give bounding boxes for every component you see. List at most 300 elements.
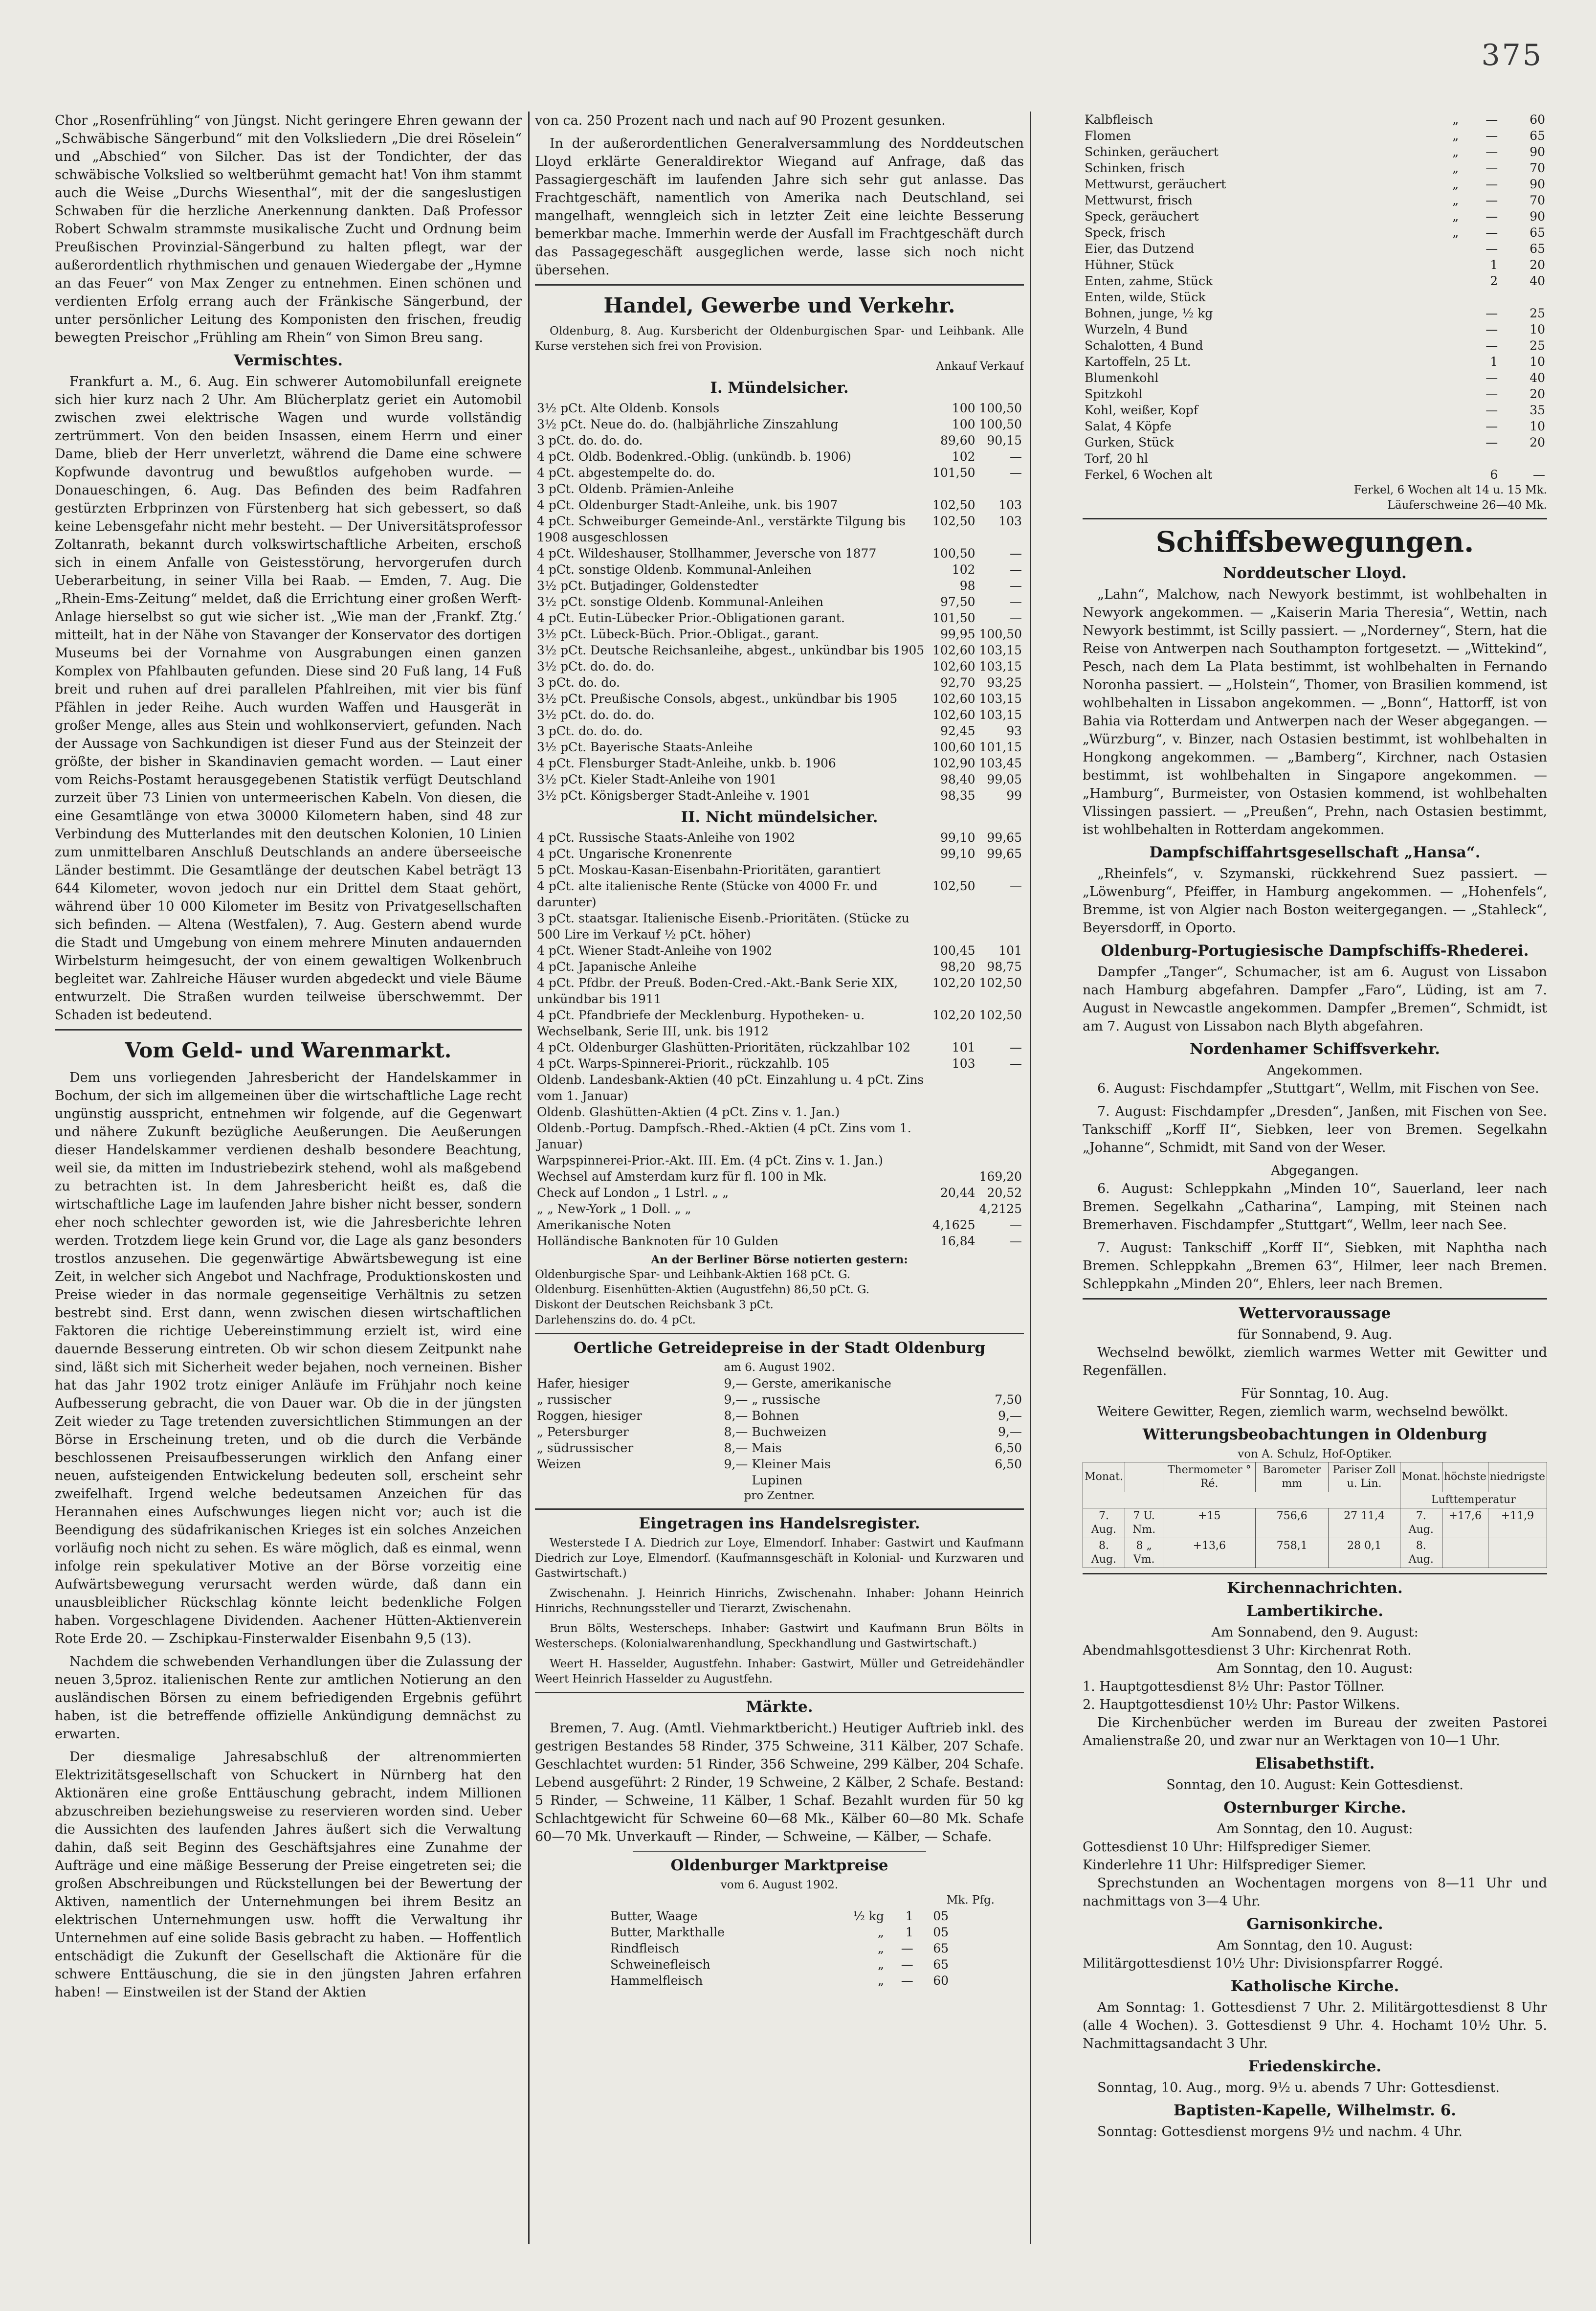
table-row — [535, 1072, 1024, 1104]
divider — [535, 1692, 1024, 1693]
bond-verkauf: 93 — [1006, 724, 1022, 738]
bond-ankauf: 100,45 — [932, 943, 975, 958]
markt-date: vom 6. August 1902. — [720, 1879, 839, 1891]
price-item: Spitzkohl — [1085, 387, 1143, 401]
section-title-muendelsicher: I. Mündelsicher. — [710, 379, 849, 397]
price-pf — [1500, 289, 1547, 305]
price-mk: — — [1485, 435, 1498, 449]
ankauf-verkauf-header: Ankauf Verkauf — [936, 360, 1024, 373]
section-title-beobachtungen: Witterungsbeobachtungen in Oldenburg — [1142, 1426, 1487, 1443]
weather-cell — [1442, 1538, 1488, 1568]
price-unit: „ — [1452, 177, 1459, 191]
table-row — [535, 674, 1024, 691]
column-divider — [528, 112, 530, 2244]
price-unit — [1436, 434, 1461, 450]
table-row — [1083, 418, 1547, 434]
bond-ankauf: 102,60 — [932, 659, 975, 673]
weather-line: für Sonnabend, 9. Aug. — [1237, 1327, 1393, 1342]
table-row — [535, 787, 1024, 804]
weather-th — [1083, 1492, 1400, 1508]
kursbericht-intro: Oldenburg, 8. Aug. Kursbericht der Oldenburgischen Spar- und Leihbank. Alle Kurse verstehen sich frei von Provision. — [535, 325, 1024, 353]
price-item: Salat, 4 Köpfe — [1085, 419, 1172, 433]
price-unit — [1436, 321, 1461, 337]
bond-verkauf: — — [1010, 1040, 1022, 1055]
grain-table — [535, 1375, 1024, 1488]
bond-name: 3½ pCt. Lübeck-Büch. Prior.-Obligat., garant. — [537, 627, 819, 641]
market-price-table — [608, 1908, 951, 1989]
table-row — [535, 1375, 1024, 1391]
ship-report: Dampfer „Tanger“, Schumacher, ist am 6. August von Lissabon nach Hamburg abgefahren. Dampfer „Faro“, Lüding, ist am 7. August in Newcastle angekommen. Dampfer „Bremen“, Schmidt, ist am 7. August von Lissabon nach Blyth abgefahren. — [1083, 965, 1547, 1034]
column-middle — [535, 112, 1024, 2244]
register-entry: Zwischenahn. J. Heinrich Hinrichs, Zwischenahn. Inhaber: Johann Heinrich Hinrichs, Rechnungssteller und Tierarzt, Zwischenahn. — [535, 1587, 1024, 1615]
column-right — [1083, 112, 1547, 2244]
bond-name: Oldenb. Glashütten-Aktien (4 pCt. Zins v. 1. Jan.) — [537, 1105, 840, 1119]
price-mk: — — [1485, 209, 1498, 224]
weather-cell: 756,6 — [1256, 1508, 1329, 1538]
bond-name: Wechsel auf Amsterdam kurz für fl. 100 in Mk. — [537, 1169, 827, 1184]
bond-verkauf — [977, 910, 1024, 942]
table-row — [1083, 354, 1547, 370]
section-title-maerkte: Märkte. — [746, 1698, 813, 1716]
bond-name: 3½ pCt. Bayerische Staats-Anleihe — [537, 740, 753, 754]
ship-report: 6. August: Fischdampfer „Stuttgart“, Wellm, mit Fischen von See. — [1097, 1081, 1539, 1096]
table-row — [535, 942, 1024, 959]
price-mk — [1461, 450, 1500, 467]
divider — [633, 1851, 926, 1852]
bond-verkauf: 4,2125 — [979, 1202, 1022, 1216]
getreide-foot: pro Zentner. — [744, 1489, 815, 1502]
bond-verkauf: 103,15 — [979, 692, 1022, 706]
price-unit — [1436, 370, 1461, 386]
table-row — [535, 416, 1024, 432]
bond-verkauf: 100,50 — [979, 627, 1022, 641]
table-row — [535, 1456, 1024, 1472]
bond-ankauf: 98 — [959, 579, 975, 593]
grain-cell — [975, 1375, 1024, 1391]
table-row — [608, 1908, 951, 1924]
bond-ankauf — [931, 1104, 977, 1120]
church-line: Kinderlehre 11 Uhr: Hilfsprediger Siemer. — [1083, 1858, 1367, 1873]
bond-name: 3½ pCt. Königsberger Stadt-Anleihe v. 1901 — [537, 788, 811, 803]
bond-name: 3½ pCt. Preußische Consols, abgest., unkündbar bis 1905 — [537, 692, 898, 706]
grain-cell: „ russischer — [537, 1392, 612, 1407]
section-title-nicht-muendelsicher: II. Nicht mündelsicher. — [681, 808, 878, 826]
grain-cell: 6,50 — [995, 1441, 1022, 1455]
bond-ankauf: 20,44 — [940, 1186, 975, 1200]
price-unit — [1436, 354, 1461, 370]
bond-name: Holländische Banknoten für 10 Gulden — [537, 1234, 779, 1248]
weather-cell: 8 „ Vm. — [1125, 1538, 1163, 1568]
bond-verkauf: 99 — [1006, 788, 1022, 803]
bond-ankauf: 102,50 — [932, 498, 975, 512]
bond-ankauf: 99,10 — [940, 830, 975, 845]
table-row — [535, 1168, 1024, 1185]
price-unit: „ — [1452, 129, 1459, 143]
berlin-line: Oldenburgische Spar- und Leihbank-Aktien 168 pCt. G. — [535, 1268, 851, 1281]
price-pf — [1500, 450, 1547, 467]
price-mk: — — [1485, 193, 1498, 207]
weather-cell: +13,6 — [1163, 1538, 1256, 1568]
grain-cell: Weizen — [537, 1457, 581, 1471]
price-item: Flomen — [1085, 129, 1131, 143]
table-row — [1083, 467, 1547, 483]
bond-name: 3½ pCt. sonstige Oldenb. Kommunal-Anleihen — [537, 595, 823, 609]
price-item: Hühner, Stück — [1085, 258, 1174, 272]
section-title-schiffsbewegungen: Schiffsbewegungen. — [1155, 525, 1474, 559]
table-row — [1083, 192, 1547, 208]
bond-ankauf: 100 — [952, 417, 975, 431]
price-item: Schinken, geräuchert — [1085, 145, 1219, 159]
bond-ankauf — [931, 1201, 977, 1217]
price-pf: 90 — [1530, 177, 1545, 191]
weather-th: höchste — [1442, 1462, 1488, 1492]
table-row — [1083, 128, 1547, 144]
table-row — [1083, 305, 1547, 321]
church-line: Die Kirchenbücher werden im Bureau der zweiten Pastorei Amalienstraße 20, und zwar nur an Werktagen von 10—1 Uhr. — [1083, 1715, 1547, 1749]
church-line: 2. Hauptgottesdienst 10½ Uhr: Pastor Wilkens. — [1083, 1697, 1400, 1712]
bond-verkauf: 103,15 — [979, 643, 1022, 657]
grain-cell: Kleiner Mais — [752, 1457, 831, 1471]
bond-ankauf: 102,60 — [932, 692, 975, 706]
price-pf: 90 — [1530, 209, 1545, 224]
church-line: Sonntag, den 10. August: Kein Gottesdienst. — [1166, 1777, 1463, 1793]
grain-cell: 8,— — [724, 1409, 748, 1423]
table-row — [535, 691, 1024, 707]
table-row — [535, 1152, 1024, 1168]
bond-name: 4 pCt. alte italienische Rente (Stücke von 4000 Fr. und darunter) — [537, 879, 878, 909]
table-row — [535, 449, 1024, 465]
price-item: Rindfleisch — [610, 1941, 680, 1955]
bond-name: 4 pCt. Flensburger Stadt-Anleihe, unkb. b. 1906 — [537, 756, 836, 770]
price-mk: — — [1485, 177, 1498, 191]
table-row — [535, 959, 1024, 975]
bond-name: 3½ pCt. Deutsche Reichsanleihe, abgest., unkündbar bis 1905 — [537, 643, 925, 657]
weather-cell: 7. Aug. — [1083, 1508, 1125, 1538]
price-unit: „ — [878, 1957, 884, 1972]
table-row — [535, 626, 1024, 642]
bond-ankauf: 98,20 — [940, 960, 975, 974]
bond-verkauf: 100,50 — [979, 401, 1022, 415]
column-divider — [1030, 112, 1031, 2244]
table-row — [535, 910, 1024, 942]
table-row — [535, 1424, 1024, 1440]
bond-ankauf — [931, 481, 977, 497]
church-line: Sonntag, 10. Aug., morg. 9½ u. abends 7 Uhr: Gottesdienst. — [1097, 2080, 1500, 2095]
bond-name: Check auf London „ 1 Lstrl. „ „ — [537, 1186, 729, 1200]
bond-verkauf: 103,45 — [979, 756, 1022, 770]
price-item: Bohnen, junge, ½ kg — [1085, 306, 1213, 320]
table-row — [1083, 176, 1547, 192]
price-mk: — — [1485, 225, 1498, 240]
bond-name: 4 pCt. Pfdbr. der Preuß. Boden-Cred.-Akt.-Bank Serie XIX, unkündbar bis 1911 — [537, 976, 898, 1006]
weather-cell: 8. Aug. — [1400, 1538, 1442, 1568]
price-unit: „ — [878, 1974, 884, 1988]
church-line: Am Sonntag, den 10. August: — [1217, 1821, 1413, 1837]
weather-th: Thermometer ° Ré. — [1163, 1462, 1256, 1492]
price-unit: „ — [1452, 225, 1459, 240]
price-unit: „ — [1452, 209, 1459, 224]
divider — [1083, 518, 1547, 519]
price-unit: „ — [1452, 112, 1459, 127]
price-unit — [1436, 402, 1461, 418]
berlin-line: Darlehenszins do. do. 4 pCt. — [535, 1314, 696, 1326]
bond-verkauf: 103 — [998, 498, 1022, 512]
subsection-title: Nordenhamer Schiffsverkehr. — [1189, 1040, 1441, 1058]
table-row — [535, 1217, 1024, 1233]
bond-verkauf — [977, 481, 1024, 497]
table-row — [1083, 321, 1547, 337]
register-entry: Westerstede I A. Diedrich zur Loye, Elmendorf. Inhaber: Gastwirt und Kaufmann Diedrich zur Loye, Elmendorf. (Kaufmannsgeschäft in Kolonial- und Kurzwaren und Gastwirtschaft.) — [535, 1537, 1024, 1580]
divider — [535, 1508, 1024, 1510]
article-paragraph: In der außerordentlichen Generalversammlung des Norddeutschen Lloyd erklärte Generaldirektor Wiegand auf Anfrage, daß das Passagiergeschäft im laufenden Jahre sich sehr gut anlasse. Das Frachtgeschäft, namentlich von Amerika nach Deutschland, sei mangelhaft, wenngleich sich in letzter Zeit eine leichte Besserung bemerkbar mache. Immerhin werde der Ausfall im Frachtgeschäft durch das Passagegeschäft ausgeglichen werde, lasse sich noch nicht übersehen. — [535, 136, 1024, 278]
markt-head: Mk. Pfg. — [946, 1894, 995, 1907]
beob-sub: von A. Schulz, Hof-Optiker. — [1238, 1448, 1392, 1460]
price-pf: 20 — [1530, 258, 1545, 272]
price-mk: — — [1485, 403, 1498, 417]
bond-name: 5 pCt. Moskau-Kasan-Eisenbahn-Prioritäten, garantiert — [537, 863, 881, 877]
table-row — [1083, 1538, 1547, 1568]
price-mk: — — [1485, 387, 1498, 401]
price-item: Mettwurst, frisch — [1085, 193, 1193, 207]
grain-cell: Roggen, hiesiger — [537, 1409, 643, 1423]
price-unit — [1436, 241, 1461, 257]
price-item: Kartoffeln, 25 Lt. — [1085, 355, 1191, 369]
price-mk: — — [1485, 161, 1498, 175]
bond-ankauf: 102,50 — [932, 879, 975, 893]
table-row — [535, 878, 1024, 910]
bond-name: 4 pCt. Warps-Spinnerei-Priorit., rückzahlb. 105 — [537, 1056, 830, 1071]
price-pf: 10 — [1530, 322, 1545, 337]
price-item: Kohl, weißer, Kopf — [1085, 403, 1198, 417]
price-pf: 90 — [1530, 145, 1545, 159]
price-pf: 10 — [1530, 419, 1545, 433]
bond-ankauf: 98,40 — [940, 772, 975, 786]
bond-name: 4 pCt. abgestempelte do. do. — [537, 466, 715, 480]
price-mk: 1 — [1490, 355, 1498, 369]
table-row — [1083, 337, 1547, 354]
label: Angekommen. — [1267, 1063, 1363, 1078]
prices-foot: Ferkel, 6 Wochen alt 14 u. 15 Mk. — [1353, 484, 1547, 496]
table-row — [535, 465, 1024, 481]
prices-foot: Läuferschweine 26—40 Mk. — [1387, 499, 1547, 512]
bond-name: 3½ pCt. Butjadinger, Goldenstedter — [537, 579, 758, 593]
table-row — [535, 610, 1024, 626]
price-mk: — — [1485, 112, 1498, 127]
church-title: Lambertikirche. — [1246, 1602, 1384, 1620]
weather-cell: 8. Aug. — [1083, 1538, 1125, 1568]
price-item: Kalbfleisch — [1085, 112, 1153, 127]
table-row — [1083, 273, 1547, 289]
price-item: Torf, 20 hl — [1085, 451, 1148, 466]
price-pf: 35 — [1530, 403, 1545, 417]
bond-ankauf: 89,60 — [940, 433, 975, 448]
bond-verkauf: — — [1010, 1056, 1022, 1071]
price-pf: 25 — [1530, 306, 1545, 320]
section-title-wetter: Wettervoraussage — [1239, 1304, 1391, 1322]
grain-cell: Hafer, hiesiger — [537, 1376, 629, 1391]
weather-table — [1083, 1462, 1547, 1568]
bond-name: 4 pCt. Wildeshauser, Stollhammer, Jeversche von 1877 — [537, 546, 877, 561]
bond-name: 3½ pCt. Alte Oldenb. Konsols — [537, 401, 720, 415]
bond-name: 4 pCt. Pfandbriefe der Mecklenburg. Hypotheken- u. Wechselbank, Serie III, unk. bis 1912 — [537, 1008, 865, 1038]
bond-ankauf: 102,20 — [932, 976, 975, 990]
price-unit — [1436, 273, 1461, 289]
table-row — [1083, 450, 1547, 467]
grain-cell: Gerste, amerikanische — [752, 1376, 891, 1391]
bond-verkauf — [977, 1072, 1024, 1104]
table-row — [535, 594, 1024, 610]
grain-cell: 9,— — [724, 1376, 748, 1391]
price-unit — [1436, 418, 1461, 434]
section-title-vermischtes: Vermischtes. — [234, 352, 343, 369]
bond-name: 3 pCt. do. do. — [537, 675, 620, 690]
section-title-marktpreise: Oldenburger Marktpreise — [670, 1857, 888, 1874]
price-mk: — — [1485, 338, 1498, 353]
weather-th: Barometer mm — [1256, 1462, 1329, 1492]
bond-ankauf: 102,50 — [932, 514, 975, 528]
price-unit: ½ kg — [853, 1909, 884, 1923]
table-row — [1083, 289, 1547, 305]
grain-cell: 9,— — [998, 1409, 1022, 1423]
weather-th — [1125, 1462, 1163, 1492]
price-pf: 65 — [933, 1957, 949, 1972]
bond-verkauf: 102,50 — [979, 976, 1022, 990]
table-row — [535, 862, 1024, 878]
price-unit: „ — [1452, 145, 1459, 159]
divider — [1083, 1573, 1547, 1574]
article-paragraph: Frankfurt a. M., 6. Aug. Ein schwerer Automobilunfall ereignete sich hier kurz nach 2 Uhr. Am Blücherplatz geriet ein Automobil zwischen zwei elektrische Wagen und wurde vollständig zertrümmert. Von den beiden Insassen, einem Herrn und einer Dame, blieb der Herr unverletzt, während die Dame eine schwere Kopfwunde davontrug und bewußtlos aufgehoben wurde. — Donaueschingen, 6. Aug. Das Befinden des beim Radfahren gestürzten Erbprinzen von Fürstenberg hat sich gebessert, so daß keine Lebensgefahr nicht mehr besteht. — Der Universitätsprofessor Zoltanrath, bekannt durch volkswirtschaftliche Arbeiten, erschoß sich in einem Anfalle von Geistesstörung, hervorgerufen durch Ueberarbeitung, in seiner Villa bei Raab. — Emden, 7. Aug. Die „Rhein-Ems-Zeitung“ meldet, daß die Errichtung einer großen Werft-Anlage hierselbst so gut wie sicher ist. „Wie man der ‚Frankf. Ztg.‘ mitteilt, hat in der Nähe von Stavanger der Konservator des dortigen Museums bei der Vornahme von Ausgrabungen einen ganzen Komplex von Pfahlbauten gefunden. Diese sind 20 Fuß lang, 14 Fuß breit und ruhen auf drei parallelen Pfahlreihen, mit vier bis fünf Pfählen in jeder Reihe. Auch wurden Waffen und Hausgerät in großer Menge, alles aus Stein und wohlkonserviert, gefunden. Nach der Aussage von Sachkundigen ist dieser Fund aus der Steinzeit der größte, der bisher in Skandinavien gemacht worden. — Laut einer vom Reichs-Postamt herausgegebenen Statistik verfügt Deutschland zurzeit über 73 Linien von untermeerischen Kabeln. Von diesen, die eine Gesamtlänge von etwa 30000 Kilometern haben, sind 48 zur Verbindung des Mutterlandes mit den deutschen Kolonien, 10 Linien zum unmittelbaren Anschluß Deutschlands an andere überseeische Länder bestimmt. Die Gesamtlänge der deutschen Kabel beträgt 13 644 Kilometer, wovon jedoch nur ein Drittel dem Staat gehört, während über 10 000 Kilometer im Besitz von Privatgesellschaften sich befinden. — Altena (Westfalen), 7. Aug. Gestern abend wurde die Stadt und Umgebung von einem mehrere Minuten andauernden Wirbelsturm heimgesucht, der von einem gewaltigen Wolkenbruch begleitet war. Zahlreiche Häuser wurden abgedeckt und viele Bäume entwurzelt. Die Straßen wurden teilweise überschwemmt. Der Schaden ist bedeutend. — [55, 374, 522, 1023]
price-pf: 40 — [1530, 371, 1545, 385]
table-row — [1083, 144, 1547, 160]
bond-table-1 — [535, 400, 1024, 804]
bond-ankauf — [931, 862, 977, 878]
bond-ankauf: 103 — [952, 1056, 975, 1071]
price-pf: 20 — [1530, 435, 1545, 449]
bond-name: 4 pCt. Oldb. Bodenkred.-Oblig. (unkündb. b. 1906) — [537, 449, 851, 464]
ship-report: 6. August: Schleppkahn „Minden 10“, Sauerland, leer nach Bremen. Segelkahn „Catharina“, Lamping, mit Steinen nach Bremerhaven. Fischdampfer „Stuttgart“, Wellm, leer nach See. — [1083, 1181, 1547, 1233]
bond-ankauf: 100,60 — [932, 740, 975, 754]
bond-name: 4 pCt. Oldenburger Stadt-Anleihe, unk. bis 1907 — [537, 498, 838, 512]
price-pf: 65 — [1530, 129, 1545, 143]
price-mk — [1461, 289, 1500, 305]
table-row — [1083, 434, 1547, 450]
grain-cell — [535, 1472, 706, 1488]
weather-cell: 7. Aug. — [1400, 1508, 1442, 1538]
price-mk: — — [1485, 371, 1498, 385]
section-title-getreide: Oertliche Getreidepreise in der Stadt Oldenburg — [573, 1339, 986, 1357]
bond-verkauf: — — [1010, 546, 1022, 561]
bond-ankauf: 99,10 — [940, 847, 975, 861]
ship-report: „Rheinfels“, v. Szymanski, rückkehrend Suez passiert. — „Löwenburg“, Pfeiffer, in Hamburg angekommen. — „Hohenfels“, Bremme, ist von Algier nach Boston weitergegangen. — „Stahleck“, Beyersdorff, in Oporto. — [1083, 866, 1547, 936]
table-row — [608, 1956, 951, 1973]
berlin-line: Diskont der Deutschen Reichsbank 3 pCt. — [535, 1299, 774, 1311]
price-item: Gurken, Stück — [1085, 435, 1174, 449]
table-row — [535, 771, 1024, 787]
subsection-title: Norddeutscher Lloyd. — [1223, 564, 1407, 582]
grain-cell: Buchweizen — [752, 1425, 827, 1439]
grain-cell: 7,50 — [995, 1392, 1022, 1407]
price-mk: — — [901, 1974, 913, 1988]
price-pf: — — [1533, 468, 1545, 482]
grain-cell: 8,— — [724, 1425, 748, 1439]
bond-verkauf: 99,65 — [987, 847, 1022, 861]
table-row — [535, 830, 1024, 846]
price-item: Schweinefleisch — [610, 1957, 710, 1972]
bond-ankauf — [931, 1120, 977, 1152]
church-line: Gottesdienst 10 Uhr: Hilfsprediger Siemer. — [1083, 1840, 1372, 1855]
price-pf: 65 — [933, 1941, 949, 1955]
bond-ankauf: 102,60 — [932, 708, 975, 722]
bond-verkauf: 99,05 — [987, 772, 1022, 786]
table-row — [608, 1973, 951, 1989]
bond-name: „ „ New-York „ 1 Doll. „ „ — [537, 1202, 691, 1216]
table-row — [535, 1391, 1024, 1408]
table-row — [535, 1185, 1024, 1201]
article-paragraph: Der diesmalige Jahresabschluß der altrenommierten Elektrizitätsgesellschaft von Schuckert in Nürnberg hat den Aktionären eine große Enttäuschung gebracht, indem Millionen abzuschreiben beziehungsweise zu reservieren worden sind. Ueber die Aussichten des laufenden Jahres äußert sich die Verwaltung dahin, daß seit Beginn des Geschäftsjahres eine Zunahme der Aufträge und eine mäßige Besserung der Preise eingetreten sei; die großen Abschreibungen und Rückstellungen bei der Bewertung der Aktiven, namentlich der Unternehmungen bei ihrem Besitz an elektrischen Unternehmungen usw. hofft die Verwaltung ihr Unternehmen auf eine solide Basis gebracht zu haben. — Hoffentlich entschädigt die Zukunft der Gesellschaft die Aktionäre für die schwere Enttäuschung, die sie in den jüngsten Jahren erfahren haben! — Einstweilen ist der Stand der Aktien — [55, 1750, 522, 2000]
bond-ankauf — [931, 1152, 977, 1168]
weather-th: Monat. — [1400, 1462, 1442, 1492]
bond-name: 4 pCt. Schweiburger Gemeinde-Anl., verstärkte Tilgung bis 1908 ausgeschlossen — [537, 514, 906, 544]
table-row — [535, 513, 1024, 545]
bond-verkauf: 101 — [998, 943, 1022, 958]
bond-name: Amerikanische Noten — [537, 1218, 671, 1232]
bond-verkauf — [977, 1104, 1024, 1120]
table-row — [535, 545, 1024, 561]
divider — [535, 284, 1024, 286]
bond-name: 4 pCt. Oldenburger Glashütten-Prioritäten, rückzahlbar 102 — [537, 1040, 910, 1055]
market-report: Bremen, 7. Aug. (Amtl. Viehmarktbericht.) Heutiger Auftrieb inkl. des gestrigen Bestandes 58 Rinder, 375 Schweine, 311 Kälber, 207 Schafe. Geschlachtet wurden: 51 Rinder, 356 Schweine, 299 Kälber, 204 Schafe. Lebend ausgeführt: 2 Rinder, 19 Schweine, 2 Kälber, 2 Schafe. Bestand: 5 Rinder, — Schweine, 11 Kälber, 1 Schaf. Bezahlt wurden für 50 kg Schlachtgewicht für Schweine 60—68 Mk., Kälber 60—80 Mk. Schafe 60—70 Mk. Unverkauft — Rinder, — Schweine, — Kälber, — Schafe. — [535, 1721, 1024, 1844]
bond-ankauf: 16,84 — [940, 1234, 975, 1248]
bond-ankauf — [931, 910, 977, 942]
bond-name: 4 pCt. Wiener Stadt-Anleihe von 1902 — [537, 943, 772, 958]
bond-name: 3½ pCt. do. do. do. — [537, 708, 655, 722]
article-paragraph: Chor „Rosenfrühling“ von Jüngst. Nicht geringere Ehren gewann der „Schwäbische Sängerbund“ mit den Volksliedern „Die drei Röselein“ und „Abschied“ von Silcher. Das ist der Tondichter, der das schwäbische Volkslied so weltberühmt gemacht hat! Von ihm stammt auch die Weise „Durchs Wiesenthal“, mit der die sangeslustigen Schwaben für die herzliche Anerkennung dankten. Daß Professor Robert Schwalm strammste musikalische Zucht und Ordnung beim Preußischen Provinzial-Sängerbund zu halten pflegt, war der außerordentlich rhythmischen und genauen Wiedergabe der „Hymne an das Feuer“ von Max Zenger zu entnehmen. Einen schönen und verdienten Erfolg errang auch der Fränkische Sängerbund, der unter persönlicher Leitung des Komponisten den frischen, freudig bewegten Preischor „Frühling am Rhein“ von Simon Breu sang. — [55, 113, 522, 345]
price-item: Butter, Waage — [610, 1909, 698, 1923]
weather-cell: 27 11,4 — [1329, 1508, 1400, 1538]
grain-cell: 9,— — [724, 1457, 748, 1471]
price-mk: 2 — [1490, 274, 1498, 288]
bond-verkauf — [977, 862, 1024, 878]
grain-cell: „ Petersburger — [537, 1425, 629, 1439]
table-row — [535, 400, 1024, 416]
table-row — [1083, 208, 1547, 224]
bond-name: 3 pCt. Oldenb. Prämien-Anleihe — [537, 482, 734, 496]
article-paragraph: Dem uns vorliegenden Jahresbericht der Handelskammer in Bochum, der sich im allgemeinen über die wirtschaftliche Lage recht ungünstig ausspricht, entnehmen wir folgende, auf die Gegenwart und nähere Zukunft bezügliche Aeußerungen. Die Aeußerungen dieser Handelskammer verdienen deshalb besondere Beachtung, weil sie, da mitten im Industriebezirk stehend, wohl als maßgebend zu betrachten ist. In dem Jahresbericht heißt es, daß die wirtschaftliche Lage im laufenden Jahre bisher nicht besser, sondern eher noch schlechter geworden ist, wie die Jahresberichte lehren werden. Trotzdem liege kein Grund vor, die Lage als ganz besonders trostlos anzusehen. Die gegenwärtige Abwärtsbewegung ist eine Zeit, in welcher sich Angebot und Nachfrage, Produktionskosten und Preise wieder in das normale gegenseitige Verhältnis zu setzen bestrebt sind. Erst dann, wenn zwischen diesen wirtschaftlichen Faktoren die richtige Uebereinstimmung erzielt ist, wird eine dauernde Besserung eintreten. Ob wir schon diesem Zeitpunkt nahe sind, läßt sich mit Sicherheit weder bejahen, noch verneinen. Bisher hat das Jahr 1902 trotz einiger Anläufe im Frühjahr noch keine Aufbesserung gebracht, die von Dauer war. Ob die in der jüngsten Zeit wieder zu Tage tretenden zuversichtlichen Stimmungen an der Börse in Erscheinung treten, und ob die durch die Verbände beschlossenen Preisaufbesserungen wirklich den Anfang einer neuen, aufsteigenden Entwickelung bedeuten soll, erscheint sehr zweifelhaft. Irgend welche bedeutsamen Anzeichen für das Herannahen eines Aufschwunges liegen nicht vor; auch ist die Beendigung des südafrikanischen Krieges ist ein solches Anzeichen vorläufig noch nicht zu sehen. Es wäre möglich, daß es einmal, wenn infolge rein spekulativer Motive an der Börse vorzeitig eine Aufwärtsbewegung verursacht werden würde, daß dann ein unausbleiblicher Rückschlag könnte leicht bedenkliche Folgen haben. Vorgeschlagene Dividenden. Aachener Hütten-Aktienverein Rote Erde 20. — Zschipkau-Finsterwalder Eisenbahn 9,5 (13). — [55, 1070, 522, 1646]
table-row — [535, 481, 1024, 497]
bond-ankauf: 102,60 — [932, 643, 975, 657]
weather-th: Lufttemperatur — [1400, 1492, 1547, 1508]
bond-ankauf: 100,50 — [932, 546, 975, 561]
bond-ankauf: 101 — [952, 1040, 975, 1055]
register-entry: Brun Bölts, Westerscheps. Inhaber: Gastwirt und Kaufmann Brun Bölts in Westerscheps. (Kolonialwarenhandlung, Speckhandlung und Gastwirtschaft.) — [535, 1622, 1024, 1650]
bond-ankauf: 102 — [952, 562, 975, 577]
article-paragraph: von ca. 250 Prozent nach und nach auf 90 Prozent gesunken. — [535, 113, 946, 128]
price-pf: 65 — [1530, 242, 1545, 256]
bond-verkauf — [977, 1152, 1024, 1168]
table-row — [1083, 112, 1547, 128]
bond-name: 3½ pCt. Kieler Stadt-Anleihe von 1901 — [537, 772, 777, 786]
price-mk: — — [1485, 322, 1498, 337]
price-item: Eier, das Dutzend — [1085, 242, 1195, 256]
price-pf: 60 — [933, 1974, 949, 1988]
bond-name: 4 pCt. Ungarische Kronenrente — [537, 847, 732, 861]
table-row — [535, 658, 1024, 674]
grain-cell: Mais — [752, 1441, 782, 1455]
bond-ankauf: 102,90 — [932, 756, 975, 770]
price-pf: 70 — [1530, 161, 1545, 175]
weather-cell: 28 0,1 — [1329, 1538, 1400, 1568]
table-row — [535, 642, 1024, 658]
